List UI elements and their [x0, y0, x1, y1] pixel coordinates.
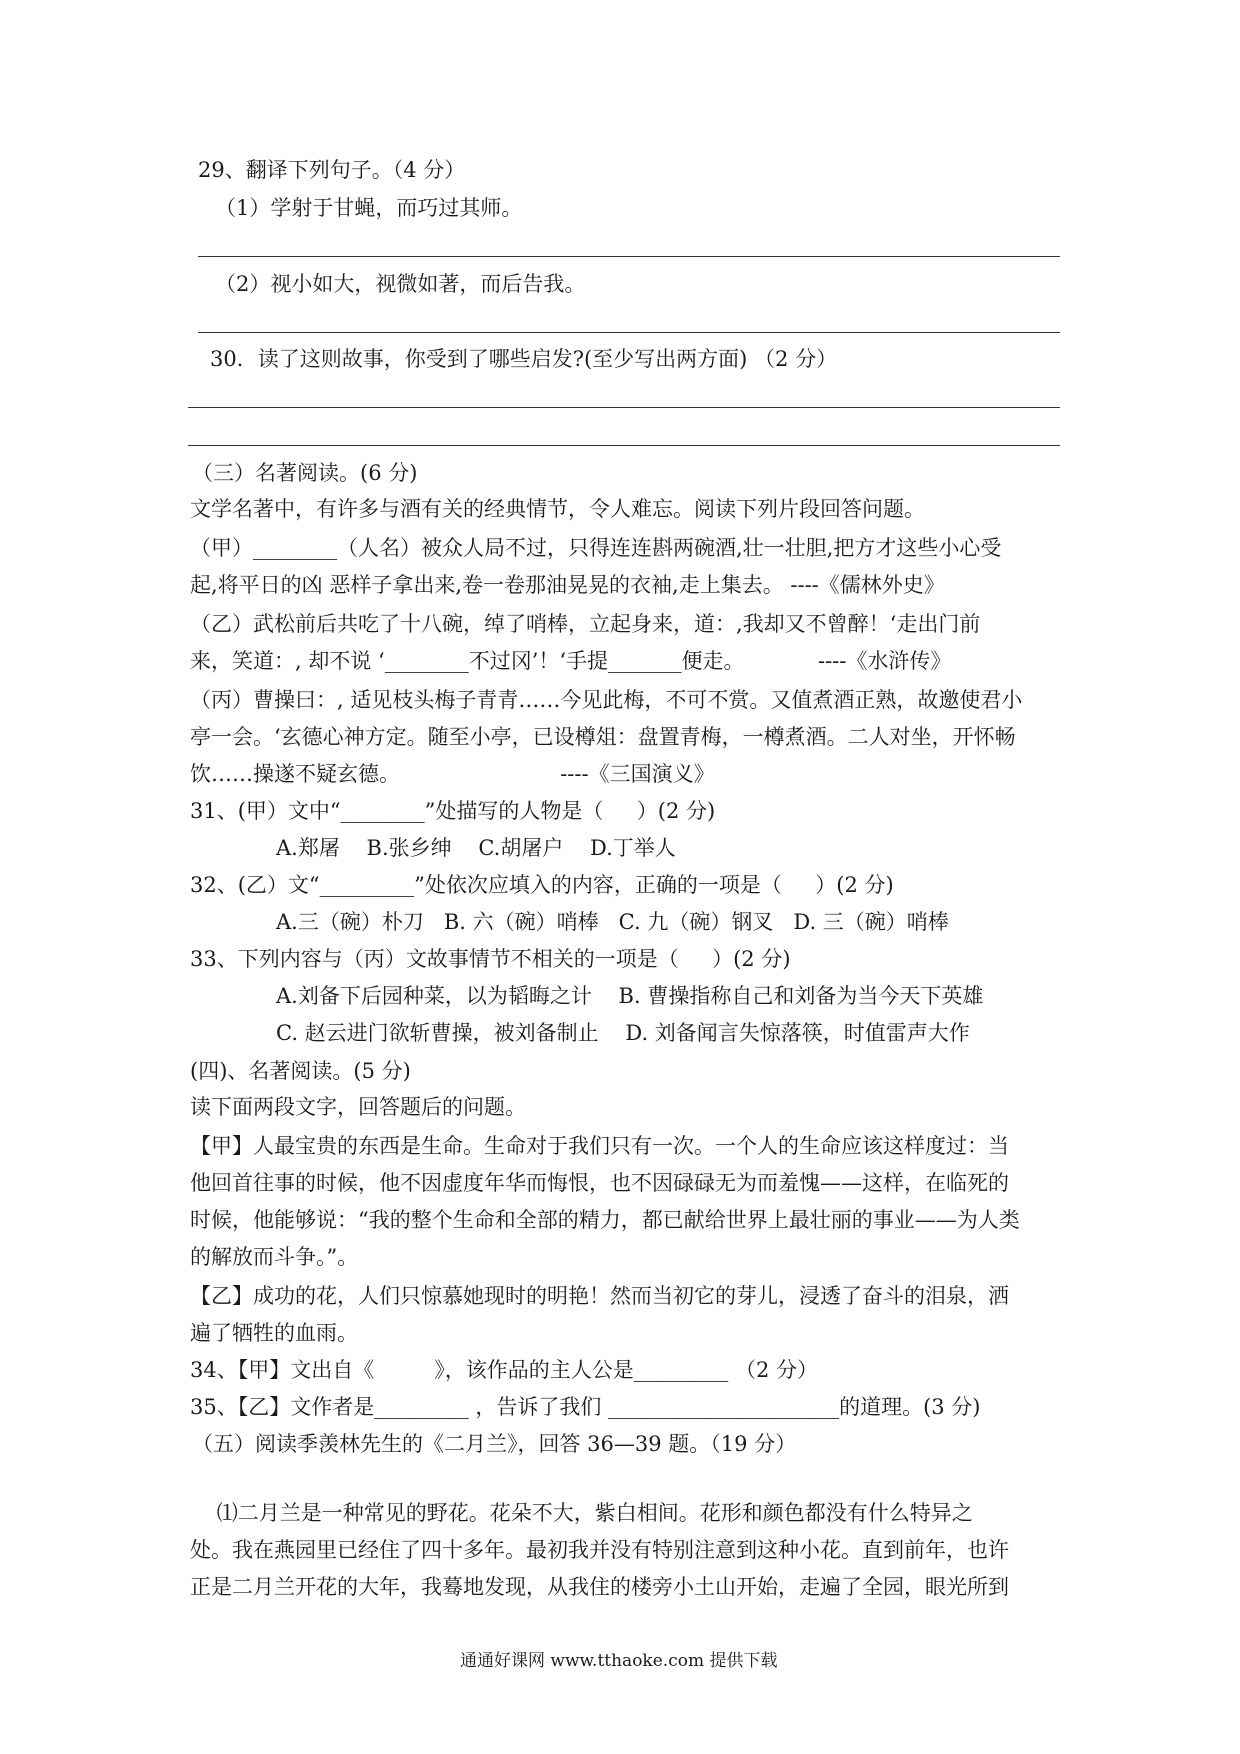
passage-bing-line: （丙）曹操曰：, 适见枝头梅子青青……今见此梅，不可不赏。又值煮酒正熟，故邀使君小	[190, 688, 1023, 712]
q29-sentence-1: （1）学射于甘蝇，而巧过其师。	[215, 196, 523, 220]
page-footer: 通通好课网 www.tthaoke.com 提供下载	[460, 1651, 778, 1671]
q33-question: 33、下列内容与（丙）文故事情节不相关的一项是（ ）(2 分)	[190, 947, 791, 971]
passage-yi-line: 【乙】成功的花，人们只惊慕她现时的明艳！然而当初它的芽儿，浸透了奋斗的泪泉，洒	[190, 1284, 1009, 1308]
passage-jia-line: 的解放而斗争。”。	[190, 1245, 359, 1269]
passage-jia-line: 他回首往事的时候，他不因虚度年华而悔恨，也不因碌碌无为而羞愧——这样，在临死的	[190, 1171, 1009, 1195]
q30-title: 30．读了这则故事，你受到了哪些启发?(至少写出两方面) （2 分）	[210, 347, 838, 371]
q33-options-row-2: C. 赵云进门欲斩曹操，被刘备制止 D. 刘备闻言失惊落筷，时值雷声大作	[276, 1021, 970, 1045]
q31-options: A.郑屠 B.张乡绅 C.胡屠户 D.丁举人	[276, 836, 676, 860]
passage-jia-line: 起,将平日的凶 恶样子拿出来,卷一卷那油晃晃的衣袖,走上集去。 ----《儒林外史》	[190, 573, 945, 597]
passage-bing-line: 亭一会。‘玄德心神方定。随至小亭，已设樽俎：盘置青梅，一樽煮酒。二人对坐，开怀畅	[190, 725, 1016, 749]
q32-question: 32、(乙）文“_________”处依次应填入的内容，正确的一项是（ ）(2 分)	[190, 873, 894, 897]
section-3-intro: 文学名著中，有许多与酒有关的经典情节，令人难忘。阅读下列片段回答问题。	[190, 497, 925, 521]
paragraph-line: ⑴二月兰是一种常见的野花。花朵不大，紫白相间。花形和颜色都没有什么特异之	[190, 1501, 973, 1525]
q32-options: A.三（碗）朴刀 B. 六（碗）哨棒 C. 九（碗）钢叉 D. 三（碗）哨棒	[276, 910, 949, 934]
passage-yi-line: 来，笑道：, 却不说 ‘________不过冈’！‘手提_______便走。 ----《水浒传》	[190, 649, 952, 673]
passage-jia-line: （甲）________（人名）被众人局不过，只得连连斟两碗酒,壮一壮胆,把方才这些小心受	[190, 536, 1002, 560]
passage-yi-line: （乙）武松前后共吃了十八碗，绰了哨棒，立起身来，道：,我却又不曾醉！‘走出门前	[190, 612, 981, 636]
section-4-intro: 读下面两段文字，回答题后的问题。	[190, 1095, 526, 1119]
passage-jia-line: 【甲】人最宝贵的东西是生命。生命对于我们只有一次。一个人的生命应该这样度过：当	[190, 1134, 1009, 1158]
answer-line	[188, 407, 1060, 408]
passage-jia-line: 时候，他能够说：“我的整个生命和全部的精力，都已献给世界上最壮丽的事业——为人类	[190, 1208, 1020, 1232]
section-3-heading: （三）名著阅读。(6 分)	[192, 461, 418, 485]
q35-question: 35、【乙】文作者是_________ ，告诉了我们 ______________________的道理。(3 分)	[190, 1395, 981, 1419]
q29-title: 29、翻译下列句子。（4 分）	[198, 158, 466, 182]
answer-line	[188, 445, 1060, 446]
q34-question: 34、【甲】文出自《 》，该作品的主人公是_________ （2 分）	[190, 1358, 819, 1382]
passage-bing-line: 饮……操遂不疑玄德。 ----《三国演义》	[190, 762, 715, 786]
answer-line	[198, 256, 1060, 257]
passage-yi-line: 遍了牺牲的血雨。	[190, 1321, 358, 1345]
q31-question: 31、(甲）文中“________”处描写的人物是（ ）(2 分)	[190, 799, 716, 823]
paragraph-line: 正是二月兰开花的大年，我蓦地发现，从我住的楼旁小土山开始，走遍了全园，眼光所到	[190, 1575, 1009, 1599]
section-4-heading: (四)、名著阅读。(5 分)	[190, 1059, 411, 1083]
q33-options-row-1: A.刘备下后园种菜，以为韬晦之计 B. 曹操指称自己和刘备为当今天下英雄	[276, 984, 984, 1008]
q29-sentence-2: （2）视小如大，视微如著，而后告我。	[215, 272, 586, 296]
section-5-heading: （五）阅读季羡林先生的《二月兰》，回答 36—39 题。（19 分）	[192, 1432, 797, 1456]
paragraph-line: 处。我在燕园里已经住了四十多年。最初我并没有特别注意到这种小花。直到前年，也许	[190, 1538, 1009, 1562]
answer-line	[198, 332, 1060, 333]
